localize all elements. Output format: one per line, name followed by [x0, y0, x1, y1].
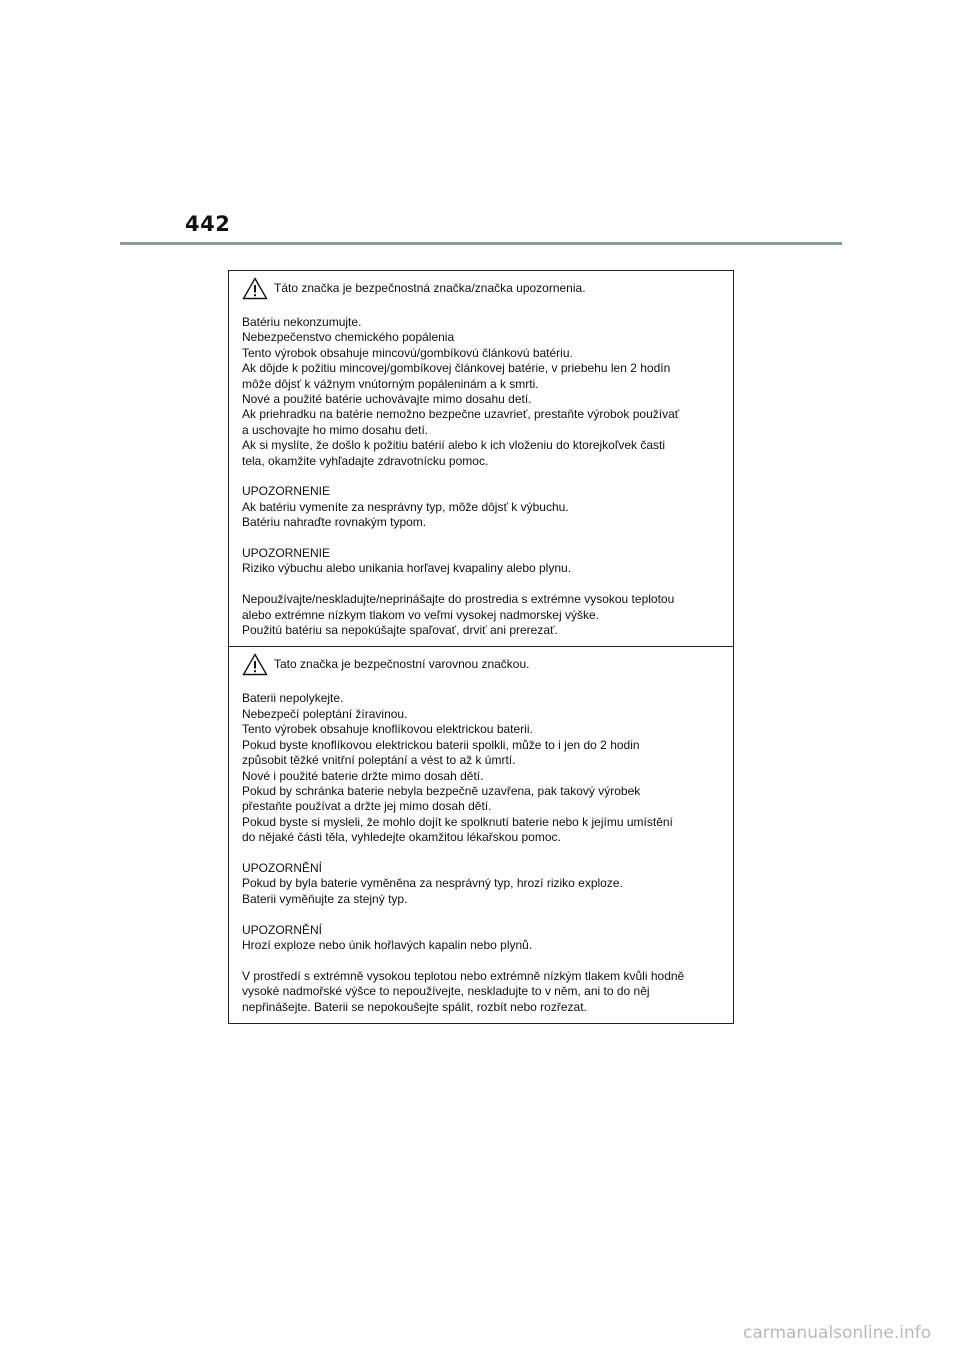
warning-heading: UPOZORNENIE [242, 546, 331, 561]
paragraph [242, 592, 725, 638]
text-line: do nějaké části těla, vyhledejte okamžitou lékařskou pomoc. [242, 830, 561, 845]
paragraph [242, 969, 725, 1015]
text-line: Tento výrobek obsahuje knoflíkovou elektrickou baterii. [242, 722, 533, 737]
paragraph [242, 861, 725, 907]
header-divider [120, 242, 842, 245]
text-line: Batériu nahraďte rovnakým typom. [242, 515, 427, 530]
text-line: Batériu nekonzumujte. [242, 315, 362, 329]
text-line: Pokud by schránka baterie nebyla bezpečně uzavřena, pak takový výrobek [242, 783, 641, 798]
page-number: 442 [185, 212, 231, 236]
safety-sign-caption: Táto značka je bezpečnostná značka/značka upozornenia. [274, 280, 586, 295]
text-line: Baterii vyměňujte za stejný typ. [242, 891, 408, 906]
text-line: Nepoužívajte/neskladujte/neprinášajte do prostredia s extrémne vysokou teplotou [242, 592, 675, 607]
text-line: Hrozí exploze nebo únik hořlavých kapalin nebo plynů. [242, 937, 533, 952]
warning-triangle-icon [242, 653, 268, 676]
paragraph [242, 923, 725, 954]
warning-section-czech [229, 646, 733, 1022]
text-line: Riziko výbuchu alebo unikania horľavej kvapaliny alebo plynu. [242, 561, 572, 576]
watermark: carmanualsonline.info [743, 1323, 932, 1343]
warning-heading: UPOZORNĚNÍ [242, 860, 323, 875]
text-line: Nebezpečí poleptání žíravinou. [242, 706, 408, 721]
text-line: přestaňte používat a držte jej mimo dosah dětí. [242, 799, 492, 814]
text-line: Ak priehradku na batérie nemožno bezpečne uzavrieť, prestaňte výrobok používať [242, 407, 680, 422]
paragraph [242, 315, 725, 469]
text-line: Ak dôjde k požitiu mincovej/gombíkovej článkovej batérie, v priebehu len 2 hodín [242, 361, 671, 376]
text-line: Pokud byste si mysleli, že mohlo dojít ke spolknutí baterie nebo k jejímu umístění [242, 814, 673, 829]
safety-sign-row [242, 277, 725, 300]
text-line: Nové a použité batérie uchovávajte mimo dosahu detí. [242, 392, 532, 407]
text-line: Pokud byste knoflíkovou elektrickou baterii spolkli, může to i jen do 2 hodin [242, 737, 640, 752]
text-line: Nové i použité baterie držte mimo dosah dětí. [242, 768, 484, 783]
paragraph [242, 691, 725, 845]
text-line: tela, okamžite vyhľadajte zdravotnícku pomoc. [242, 453, 489, 468]
text-line: môže dôjsť k vážnym vnútorným popáleninám a k smrti. [242, 376, 539, 391]
text-line: a uschovajte ho mimo dosahu detí. [242, 422, 429, 437]
text-line: nepřinášejte. Baterii se nepokoušejte spálit, rozbít nebo rozřezat. [242, 999, 587, 1014]
text-line: alebo extrémne nízkym tlakom vo veľmi vysokej nadmorskej výške. [242, 607, 599, 622]
warning-heading: UPOZORNENIE [242, 484, 331, 499]
battery-warning-box [228, 270, 734, 1024]
safety-sign-caption: Tato značka je bezpečnostní varovnou značkou. [274, 657, 530, 672]
text-line: Nebezpečenstvo chemického popálenia [242, 330, 455, 345]
paragraph [242, 546, 725, 577]
warning-section-slovak [229, 271, 733, 646]
text-line: Ak batériu vymeníte za nesprávny typ, môže dôjsť k výbuchu. [242, 499, 569, 514]
paragraph [242, 484, 725, 530]
text-line: Tento výrobok obsahuje mincovú/gombíkovú článkovú batériu. [242, 345, 573, 360]
text-line: V prostředí s extrémně vysokou teplotou nebo extrémně nízkým tlakem kvůli hodně [242, 968, 685, 983]
warning-triangle-icon [242, 277, 268, 300]
text-line: Pokud by byla baterie vyměněna za nesprávný typ, hrozí riziko exploze. [242, 876, 623, 891]
safety-sign-row [242, 653, 725, 676]
text-line: Ak si myslíte, že došlo k požitiu batérií alebo k ich vloženiu do ktorejkoľvek časti [242, 438, 666, 453]
text-line: způsobit těžké vnitřní poleptání a vést to až k úmrtí. [242, 753, 516, 768]
warning-heading: UPOZORNĚNÍ [242, 922, 323, 937]
text-line: Použitú batériu sa nepokúšajte spaľovať, drviť ani prerezať. [242, 623, 558, 638]
text-line: vysoké nadmořské výšce to nepoužívejte, neskladujte to v něm, ani to do něj [242, 984, 650, 999]
text-line: Baterii nepolykejte. [242, 691, 344, 706]
